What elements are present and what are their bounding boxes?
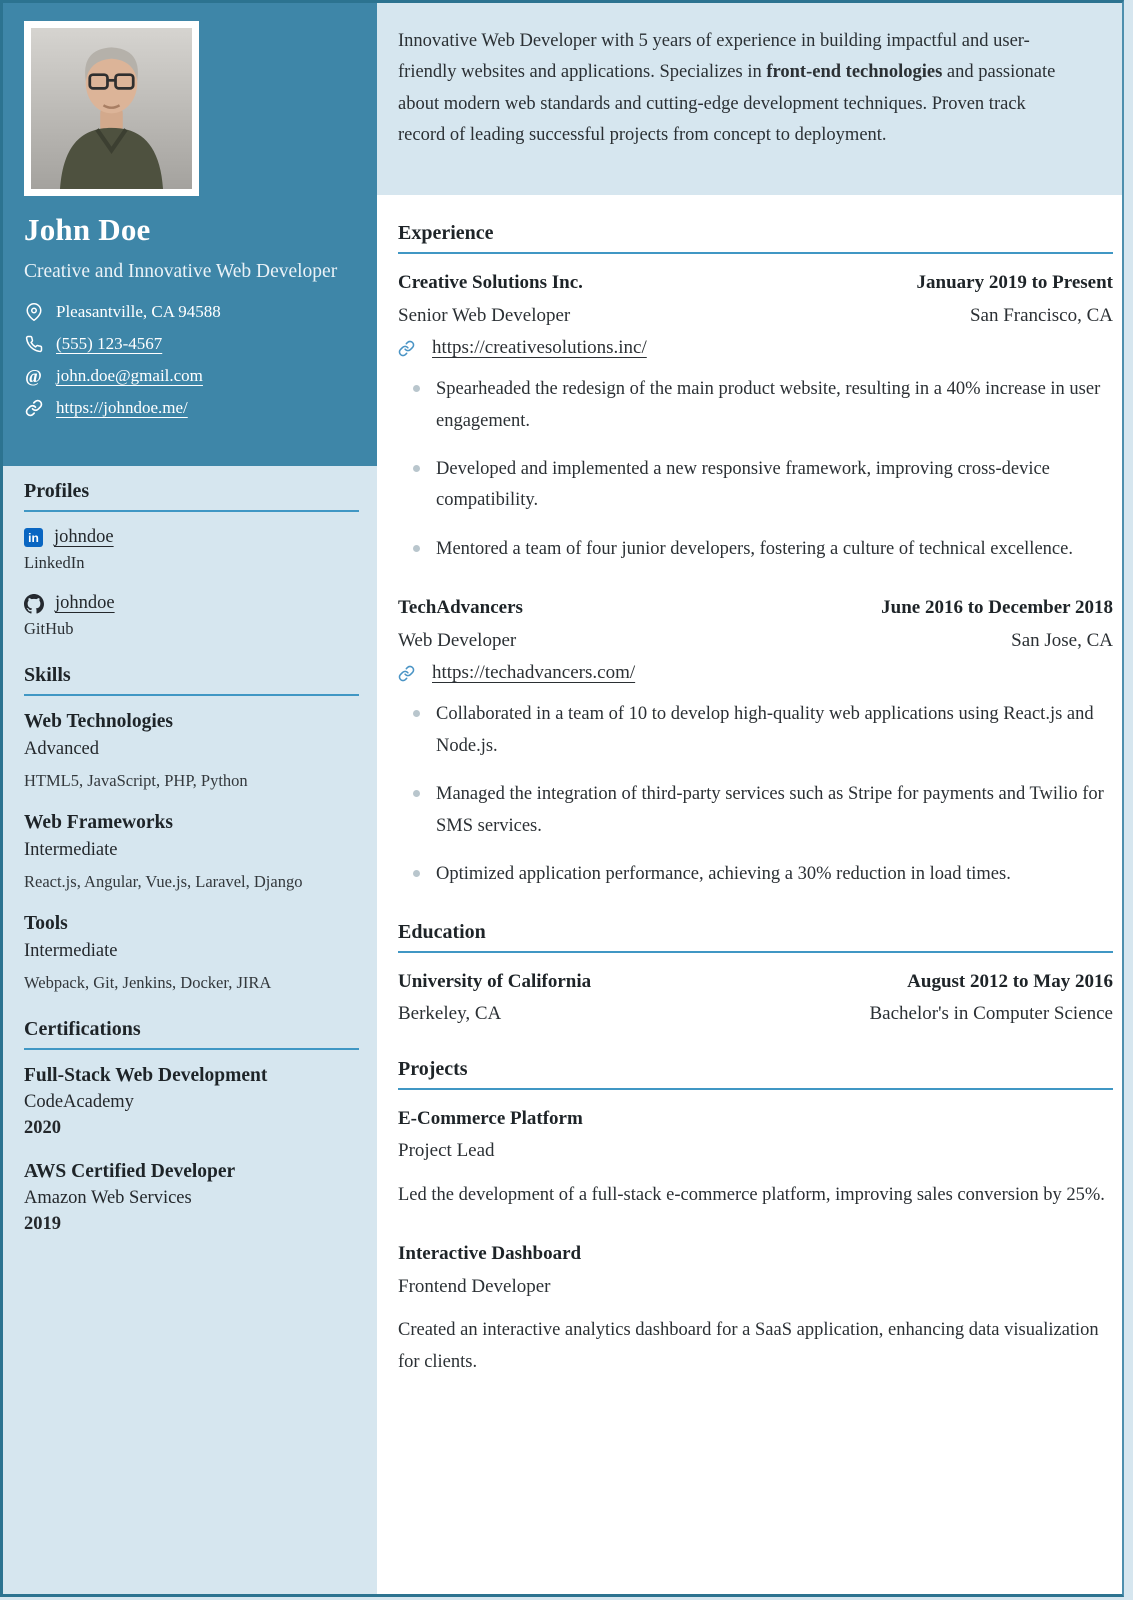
skill-level: Advanced — [24, 739, 99, 759]
phone-icon — [24, 335, 43, 354]
summary-paragraph — [377, 3, 1122, 195]
company-url-row — [398, 337, 1113, 359]
contact-website — [24, 398, 357, 418]
skills-section — [24, 664, 359, 993]
school-name: University of California — [398, 970, 592, 992]
github-icon — [24, 594, 44, 614]
experience-bullet — [398, 374, 1113, 437]
skill-name: Tools — [24, 913, 68, 934]
skill-level: Intermediate — [24, 941, 118, 961]
sidebar-sections — [3, 466, 377, 1594]
headline: Creative and Innovative Web Developer — [24, 261, 338, 282]
certifications-title: Certifications — [24, 1018, 359, 1050]
profiles-title: Profiles — [24, 480, 359, 512]
bullet-text: Developed and implemented a new responsive framework, improving cross-device compatibility. — [436, 458, 1050, 511]
skill-item — [24, 913, 359, 993]
degree: Bachelor's in Computer Science — [869, 1003, 1113, 1025]
contact-location-text: Pleasantville, CA 94588 — [56, 302, 221, 322]
project-description: Led the development of a full-stack e-commerce platform, improving sales conversion by 25%. — [398, 1184, 1105, 1205]
link-icon — [398, 340, 415, 357]
company-url-row — [398, 662, 1113, 684]
experience-bullet — [398, 534, 1113, 565]
contact-phone — [24, 334, 357, 354]
portrait-image — [31, 28, 192, 189]
summary-text: Innovative Web Developer with 5 years of experience in building impactful and user-friendly websites and applications. Specializes in — [398, 31, 1030, 83]
linkedin-network-label: LinkedIn — [24, 553, 85, 572]
position-title: Senior Web Developer — [398, 304, 571, 326]
education-entry — [398, 968, 1113, 1028]
certification-year: 2020 — [24, 1118, 61, 1138]
company-url-link[interactable]: https://creativesolutions.inc/ — [432, 337, 647, 359]
experience-bullet — [398, 699, 1113, 762]
skill-level: Intermediate — [24, 840, 118, 860]
experience-title: Experience — [398, 222, 1113, 254]
date-range: January 2019 to Present — [916, 272, 1113, 293]
map-pin-icon — [24, 303, 43, 322]
company-url-link[interactable]: https://techadvancers.com/ — [432, 662, 636, 684]
phone-link[interactable]: (555) 123-4567 — [56, 334, 163, 354]
education-title: Education — [398, 921, 1113, 953]
profile-github — [24, 593, 359, 639]
summary-text: and passionate about modern web standards and cutting-edge development techniques. Proven track record of leading successful projects from concept to deployment. — [398, 62, 1056, 146]
skills-title: Skills — [24, 664, 359, 696]
skill-keywords: React.js, Angular, Vue.js, Laravel, Django — [24, 872, 303, 891]
project-description: Created an interactive analytics dashboard for a SaaS application, enhancing data visualization for clients. — [398, 1320, 1099, 1372]
certification-item — [24, 1161, 359, 1235]
linkedin-username-link[interactable]: johndoe — [54, 527, 114, 547]
certifications-section — [24, 1018, 359, 1235]
contact-email — [24, 366, 357, 386]
profile-photo — [24, 21, 199, 196]
bullet-text: Mentored a team of four junior developers, fostering a culture of technical excellence. — [436, 538, 1073, 559]
project-role: Project Lead — [398, 1140, 495, 1162]
bullet-dot-icon — [413, 790, 420, 797]
sidebar — [3, 3, 377, 1594]
bullet-text: Optimized application performance, achieving a 30% reduction in load times. — [436, 864, 1011, 885]
at-sign-icon: @ — [25, 366, 42, 387]
website-link[interactable]: https://johndoe.me/ — [56, 398, 188, 418]
profile-linkedin — [24, 527, 359, 573]
link-icon — [398, 665, 415, 682]
certification-name: AWS Certified Developer — [24, 1161, 236, 1182]
name: John Doe — [24, 212, 151, 247]
experience-entry — [398, 594, 1113, 890]
certification-issuer: Amazon Web Services — [24, 1188, 192, 1208]
email-link[interactable]: john.doe@gmail.com — [56, 366, 203, 386]
experience-section — [398, 222, 1113, 891]
company-name: TechAdvancers — [398, 597, 523, 619]
summary-bold-text: front-end technologies — [766, 62, 943, 83]
contact-location — [24, 302, 357, 322]
sidebar-header — [3, 3, 377, 466]
education-section — [398, 921, 1113, 1028]
position-title: Web Developer — [398, 629, 517, 651]
github-network-label: GitHub — [24, 619, 74, 638]
main-body — [377, 195, 1122, 1408]
bullet-dot-icon — [413, 465, 420, 472]
experience-bullet — [398, 779, 1113, 842]
experience-bullet — [398, 454, 1113, 517]
project-role: Frontend Developer — [398, 1275, 551, 1297]
main-column — [377, 3, 1122, 1594]
skill-item — [24, 812, 359, 892]
project-name: Interactive Dashboard — [398, 1243, 582, 1265]
bullet-dot-icon — [413, 870, 420, 877]
bullet-dot-icon — [413, 385, 420, 392]
bullet-text: Managed the integration of third-party services such as Stripe for payments and Twilio for SMS services. — [436, 784, 1104, 836]
skill-keywords: HTML5, JavaScript, PHP, Python — [24, 771, 248, 790]
certification-name: Full-Stack Web Development — [24, 1065, 268, 1086]
projects-section — [398, 1058, 1113, 1379]
projects-title: Projects — [398, 1058, 1113, 1090]
link-icon — [24, 399, 43, 418]
project-entry — [398, 1240, 1113, 1378]
date-range: August 2012 to May 2016 — [907, 970, 1113, 992]
bullet-dot-icon — [413, 545, 420, 552]
school-location: Berkeley, CA — [398, 1003, 502, 1025]
skill-keywords: Webpack, Git, Jenkins, Docker, JIRA — [24, 973, 272, 992]
company-name: Creative Solutions Inc. — [398, 272, 583, 293]
skill-name: Web Technologies — [24, 711, 173, 732]
date-range: June 2016 to December 2018 — [881, 597, 1113, 619]
bullet-dot-icon — [413, 710, 420, 717]
skill-item — [24, 711, 359, 791]
profiles-section — [24, 480, 359, 639]
experience-bullet — [398, 859, 1113, 890]
experience-entry — [398, 269, 1113, 565]
github-username-link[interactable]: johndoe — [55, 593, 115, 613]
linkedin-icon: in — [24, 528, 43, 547]
company-location: San Francisco, CA — [969, 304, 1113, 326]
bullet-text: Spearheaded the redesign of the main product website, resulting in a 40% increase in user engagement. — [436, 379, 1101, 431]
bullet-text: Collaborated in a team of 10 to develop high-quality web applications using React.js and Node.js. — [436, 704, 1094, 756]
project-name: E-Commerce Platform — [398, 1107, 583, 1129]
certification-issuer: CodeAcademy — [24, 1092, 134, 1112]
certification-year: 2019 — [24, 1214, 61, 1234]
skill-name: Web Frameworks — [24, 812, 173, 833]
certification-item — [24, 1065, 359, 1139]
company-location: San Jose, CA — [1011, 629, 1113, 651]
project-entry — [398, 1105, 1113, 1212]
